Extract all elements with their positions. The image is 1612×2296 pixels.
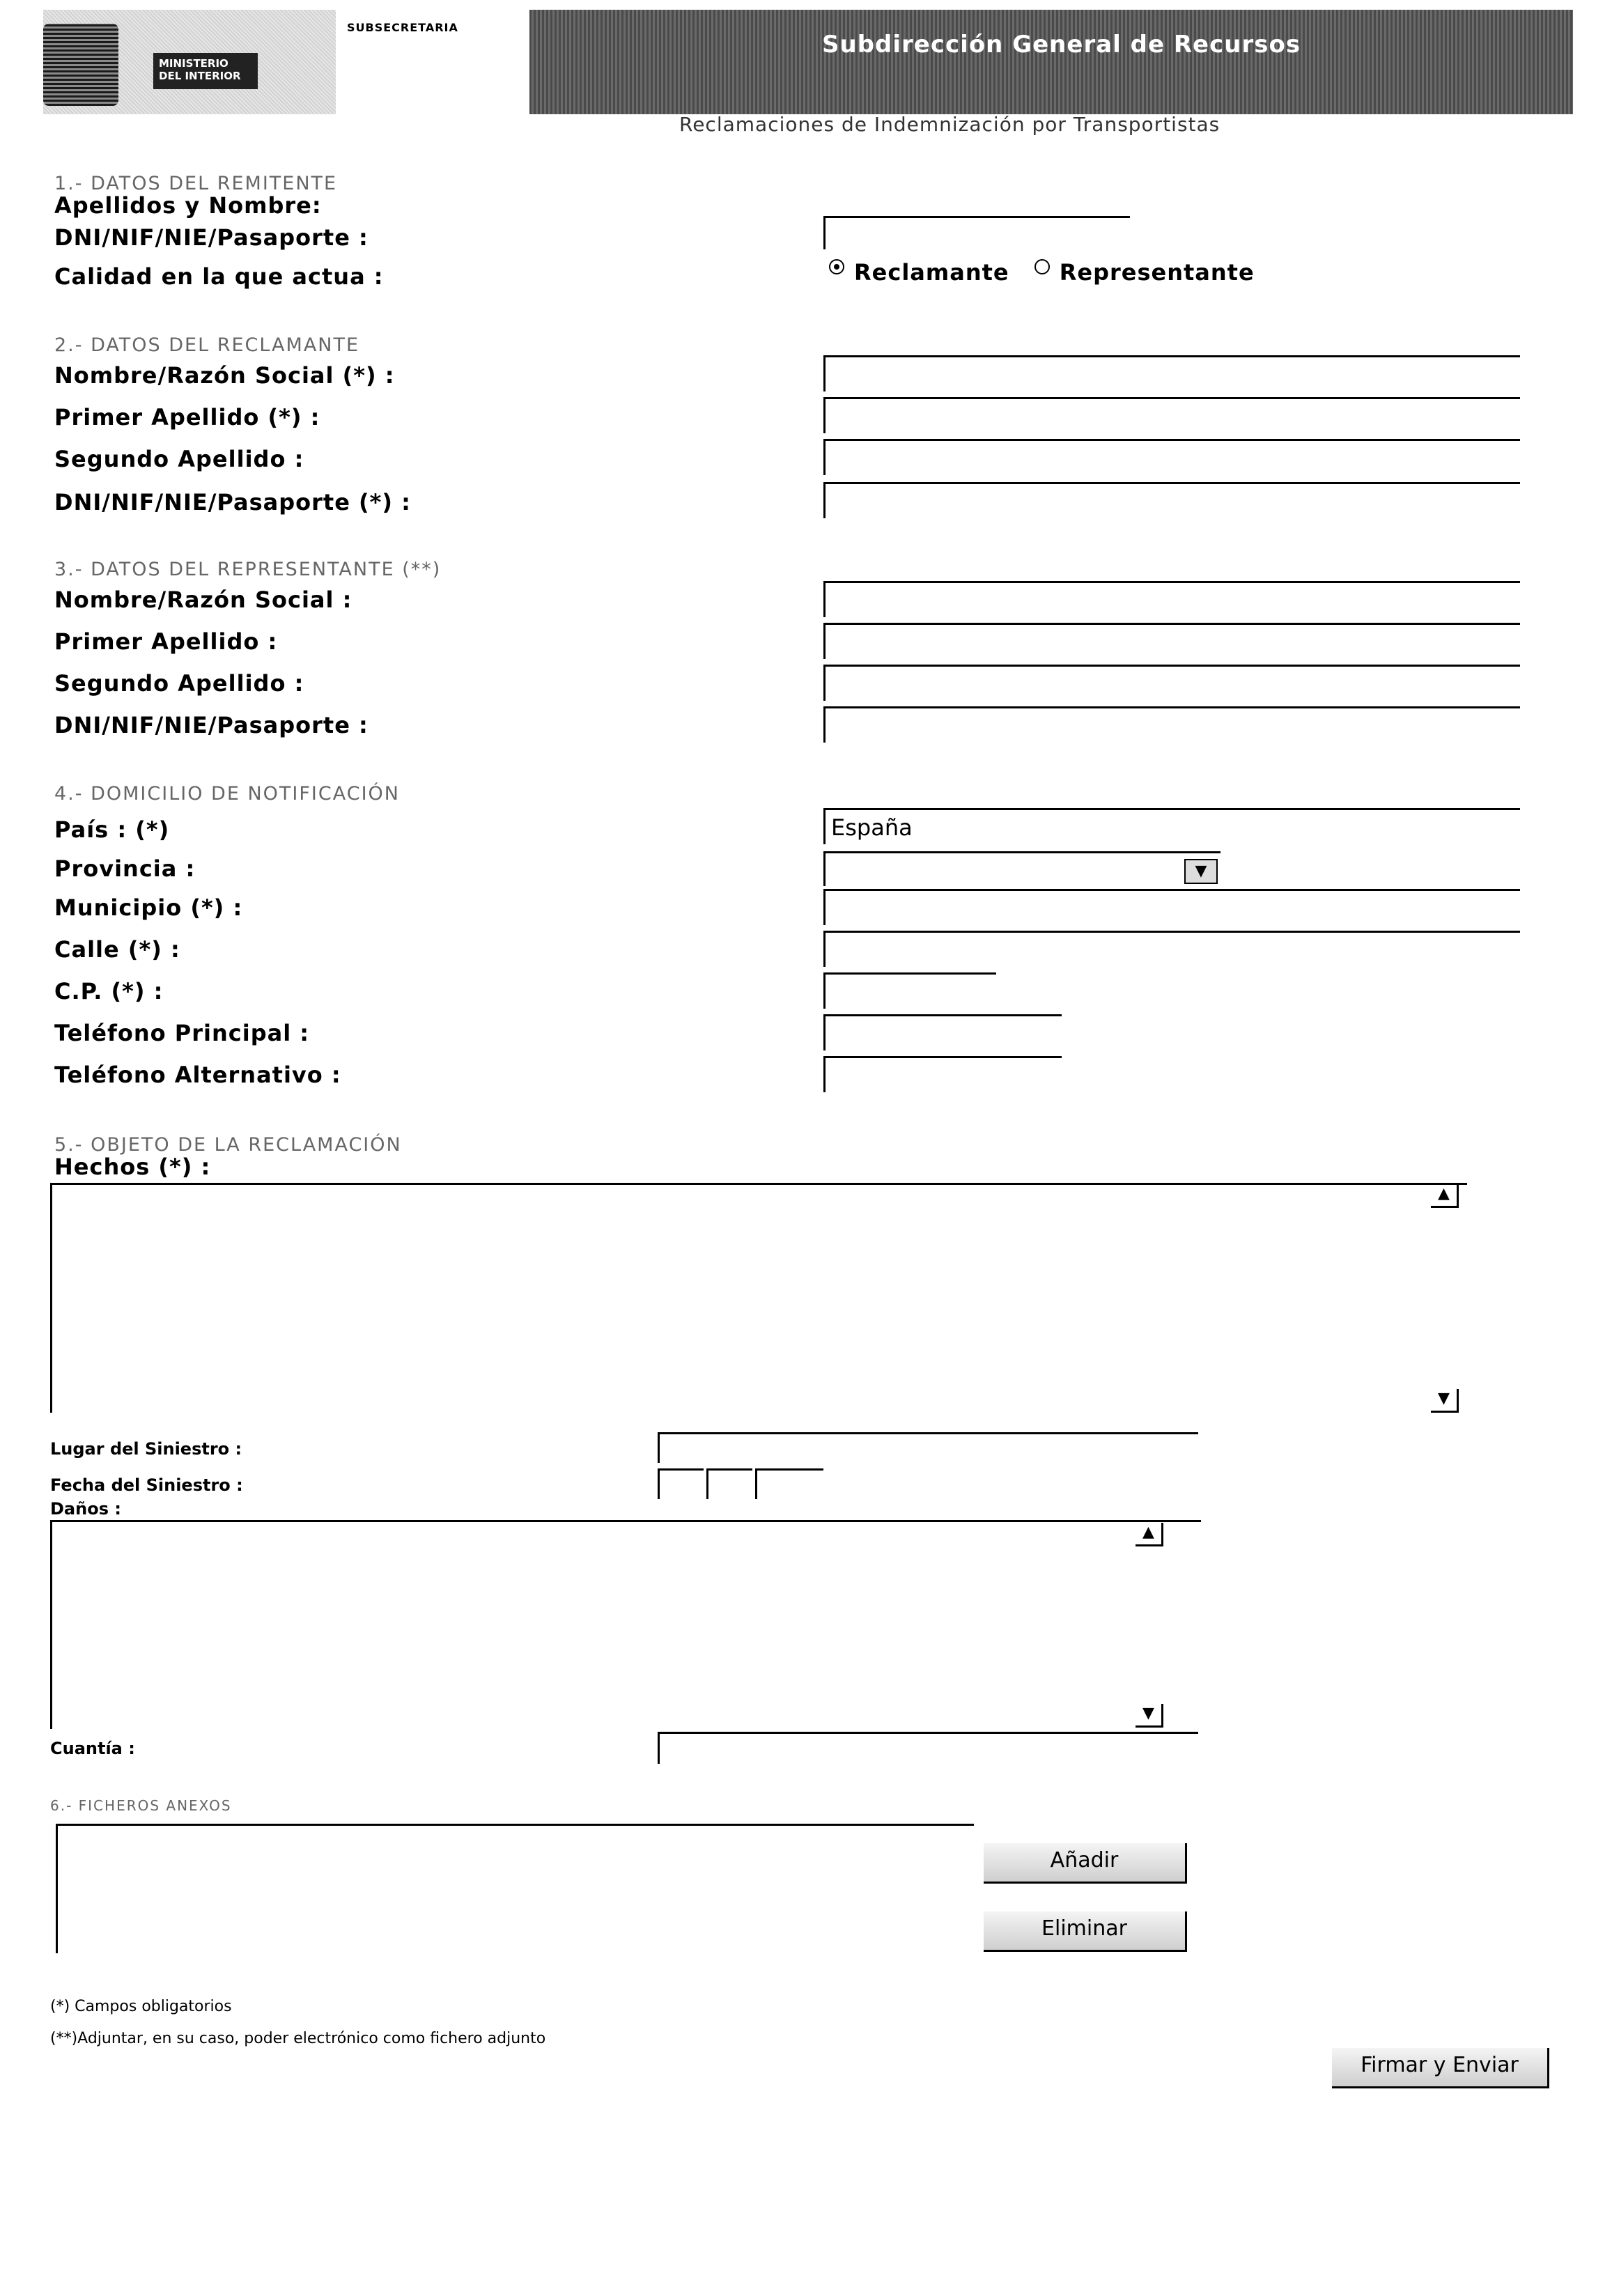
section-anexos-title: 6.- FICHEROS ANEXOS [50,1797,232,1814]
cp-label: C.P. (*) : [54,978,164,1004]
fecha-year-field[interactable] [755,1468,823,1499]
subsecretaria-label: SUBSECRETARIA [347,21,458,34]
fecha-month-field[interactable] [706,1468,752,1499]
reclamante-dni-label: DNI/NIF/NIE/Pasaporte (*) : [54,489,411,515]
tel2-field[interactable] [823,1056,1062,1092]
reclamante-primer-field[interactable] [823,397,1520,433]
remove-file-button[interactable]: Eliminar [984,1911,1187,1952]
required-note: (*) Campos obligatorios [50,1998,232,2015]
cp-field[interactable] [823,972,996,1009]
pais-label: País : (*) [54,816,170,843]
provincia-label: Provincia : [54,855,196,882]
representante-dni-label: DNI/NIF/NIE/Pasaporte : [54,712,369,738]
representante-segundo-field[interactable] [823,665,1520,701]
lugar-label: Lugar del Siniestro : [50,1439,242,1459]
representante-dni-field[interactable] [823,706,1520,743]
scroll-up-icon[interactable]: ▲ [1136,1523,1163,1546]
reclamante-nombre-field[interactable] [823,355,1520,391]
scroll-down-icon[interactable]: ▼ [1136,1704,1163,1728]
sign-send-button[interactable]: Firmar y Enviar [1332,2048,1549,2088]
remitente-dni-field[interactable] [823,216,1130,249]
ministry-name: MINISTERIO DEL INTERIOR [153,53,258,89]
reclamante-segundo-label: Segundo Apellido : [54,446,304,472]
radio-reclamante-label: Reclamante [854,259,1009,286]
calidad-radio-group [829,259,1255,286]
reclamante-nombre-label: Nombre/Razón Social (*) : [54,362,395,389]
remitente-dni-label: DNI/NIF/NIE/Pasaporte : [54,224,369,251]
scroll-up-icon[interactable]: ▲ [1431,1184,1459,1208]
radio-representante[interactable] [1034,259,1050,274]
fecha-day-field[interactable] [658,1468,704,1499]
representante-primer-field[interactable] [823,623,1520,659]
lugar-field[interactable] [658,1432,1198,1463]
section-reclamante-title: 2.- DATOS DEL RECLAMANTE [54,334,360,356]
anexos-file-list[interactable] [56,1824,974,1953]
municipio-label: Municipio (*) : [54,894,243,921]
danos-textarea[interactable] [50,1520,1201,1729]
coat-of-arms-icon [43,24,118,106]
tel1-field[interactable] [823,1014,1062,1050]
tel2-label: Teléfono Alternativo : [54,1062,341,1088]
tel1-label: Teléfono Principal : [54,1020,310,1046]
reclamante-segundo-field[interactable] [823,439,1520,475]
header-banner [529,10,1573,114]
chevron-down-icon[interactable]: ▼ [1184,859,1218,884]
page-subtitle: Reclamaciones de Indemnización por Transportistas [679,113,1220,136]
section-representante-title: 3.- DATOS DEL REPRESENTANTE (**) [54,559,442,580]
calidad-label: Calidad en la que actua : [54,263,384,290]
cuantia-field[interactable] [658,1732,1198,1764]
section-objeto-title: 5.- OBJETO DE LA RECLAMACIÓN [54,1134,402,1156]
section-domicilio-title: 4.- DOMICILIO DE NOTIFICACIÓN [54,783,400,805]
calle-field[interactable] [823,931,1520,967]
provincia-select[interactable] [823,851,1220,886]
representante-nombre-field[interactable] [823,581,1520,617]
municipio-field[interactable] [823,889,1520,925]
hechos-label: Hechos (*) : [54,1154,211,1180]
scroll-down-icon[interactable]: ▼ [1431,1389,1459,1413]
representante-segundo-label: Segundo Apellido : [54,670,304,697]
reclamante-primer-label: Primer Apellido (*) : [54,404,320,430]
add-file-button[interactable]: Añadir [984,1843,1187,1884]
section-remitente-title: 1.- DATOS DEL REMITENTE [54,173,338,194]
pais-field[interactable] [823,808,1520,844]
cuantia-label: Cuantía : [50,1739,135,1758]
calle-label: Calle (*) : [54,936,180,963]
remitente-name-label: Apellidos y Nombre: [54,192,322,219]
representante-nombre-label: Nombre/Razón Social : [54,587,352,613]
banner-title: Subdirección General de Recursos [822,31,1301,59]
danos-label: Daños : [50,1499,121,1519]
radio-representante-label: Representante [1059,259,1255,286]
attach-note: (**)Adjuntar, en su caso, poder electrónico como fichero adjunto [50,2030,546,2047]
representante-primer-label: Primer Apellido : [54,628,278,655]
hechos-textarea[interactable] [50,1183,1467,1413]
fecha-label: Fecha del Siniestro : [50,1475,243,1495]
reclamante-dni-field[interactable] [823,482,1520,518]
radio-reclamante[interactable] [829,259,844,274]
